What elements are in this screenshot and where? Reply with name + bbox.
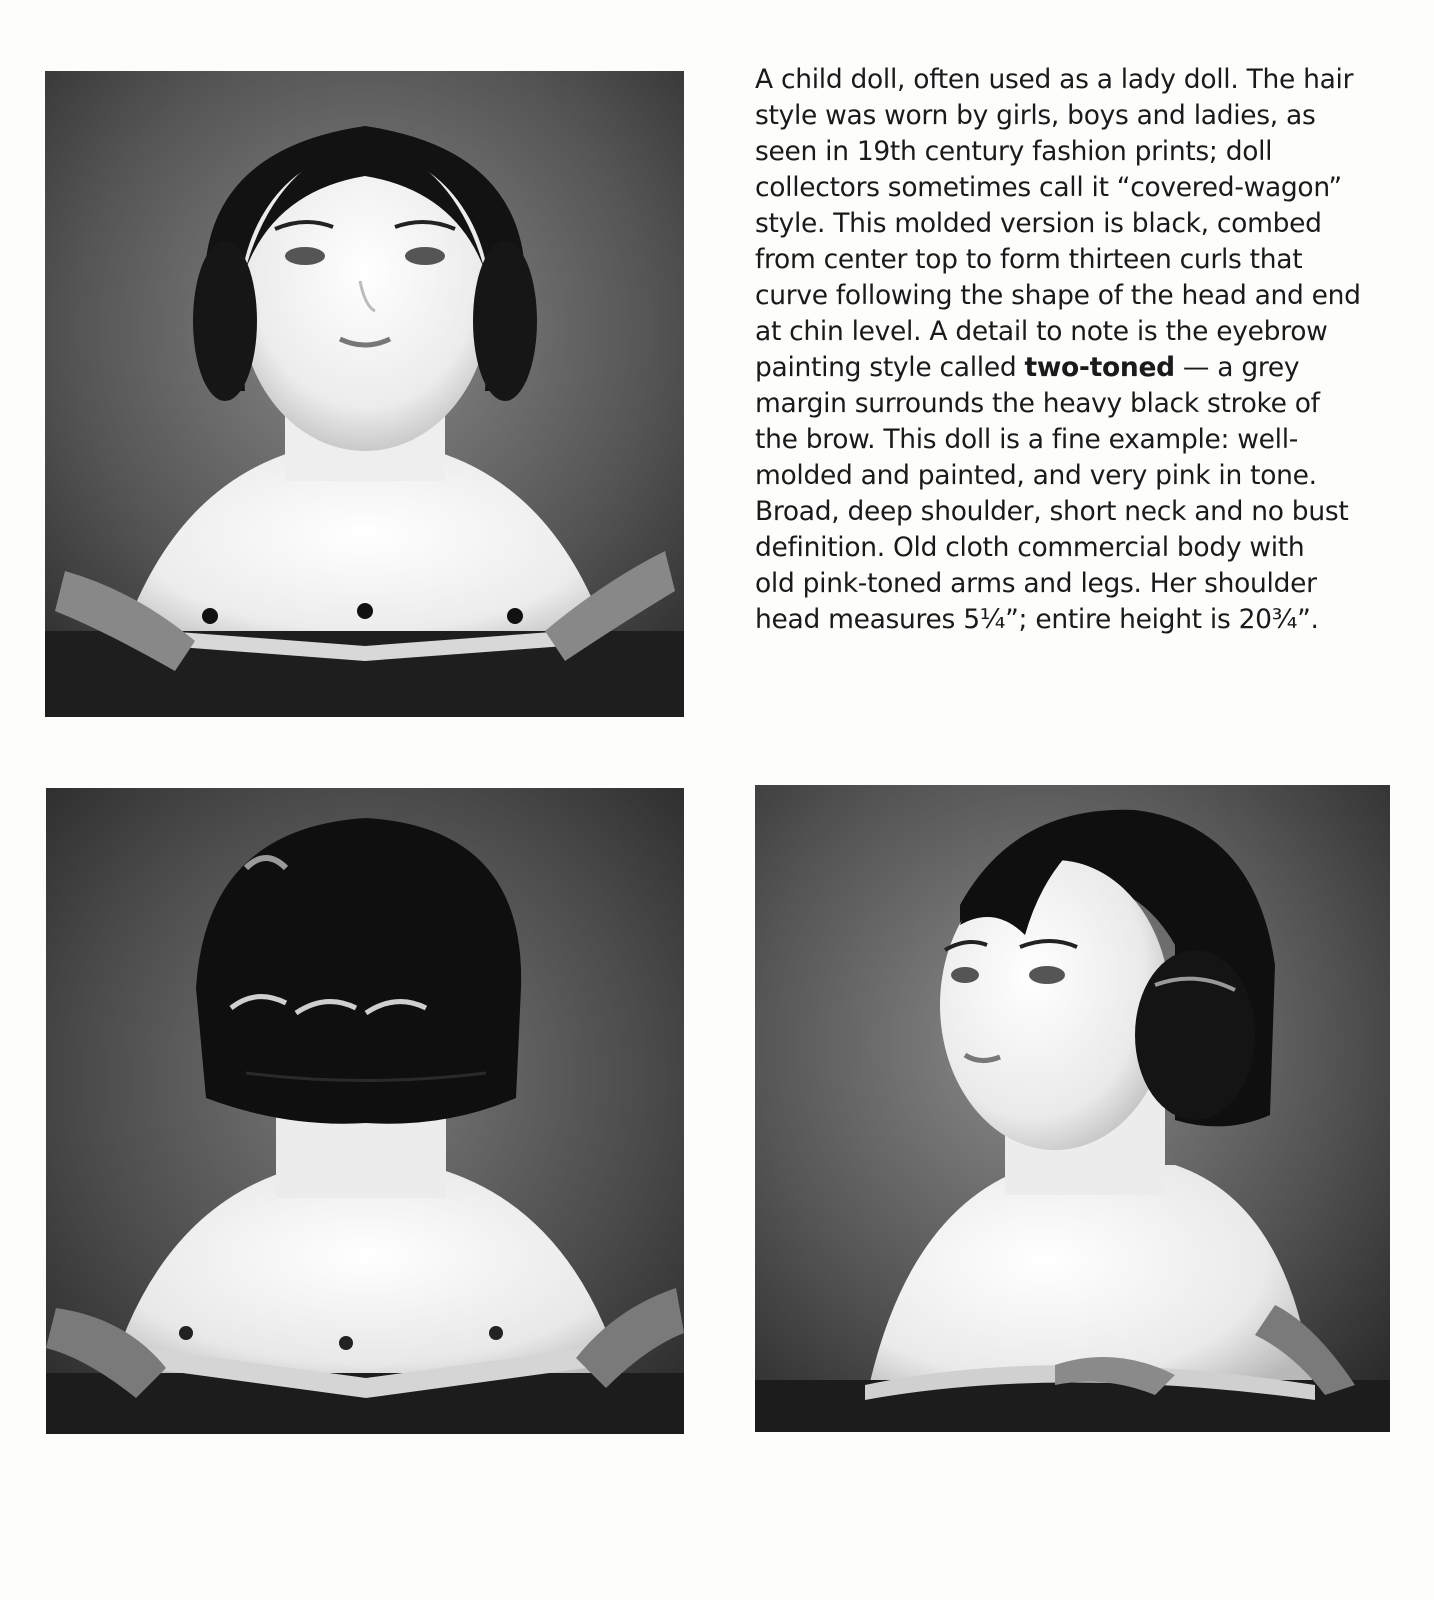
caption-line: definition. Old cloth commercial body with [755, 532, 1305, 563]
caption-line: at chin level. A detail to note is the eyebrow [755, 316, 1328, 347]
doll-back-image [46, 788, 684, 1434]
doll-side-photo [755, 785, 1390, 1432]
caption-line: A child doll, often used as a lady doll. The hair [755, 64, 1354, 95]
caption-line: from center top to form thirteen curls that [755, 244, 1303, 275]
caption-line: molded and painted, and very pink in tone. [755, 460, 1317, 491]
caption-line: style was worn by girls, boys and ladies, as [755, 100, 1316, 131]
caption-line: collectors sometimes call it “covered-wagon” [755, 172, 1342, 203]
caption-bold-pre: painting style called [755, 352, 1025, 383]
caption-line: style. This molded version is black, combed [755, 208, 1322, 239]
caption-line: the brow. This doll is a fine example: well- [755, 424, 1299, 455]
caption-line: old pink-toned arms and legs. Her shoulder [755, 568, 1317, 599]
caption-line-bold [755, 350, 1405, 386]
caption-bold-post: — a grey [1174, 352, 1300, 383]
doll-front-image [45, 71, 684, 717]
caption-line: seen in 19th century fashion prints; doll [755, 136, 1273, 167]
doll-back-photo [46, 788, 684, 1434]
doll-side-image [755, 785, 1390, 1432]
two-toned-term: two-toned [1024, 352, 1175, 383]
caption-line: margin surrounds the heavy black stroke of [755, 388, 1320, 419]
caption-line: curve following the shape of the head and end [755, 280, 1361, 311]
caption-line: head measures 5¼”; entire height is 20¾”. [755, 604, 1319, 635]
caption-line: Broad, deep shoulder, short neck and no bust [755, 496, 1349, 527]
caption-text [755, 62, 1405, 638]
doll-front-photo [45, 71, 684, 717]
